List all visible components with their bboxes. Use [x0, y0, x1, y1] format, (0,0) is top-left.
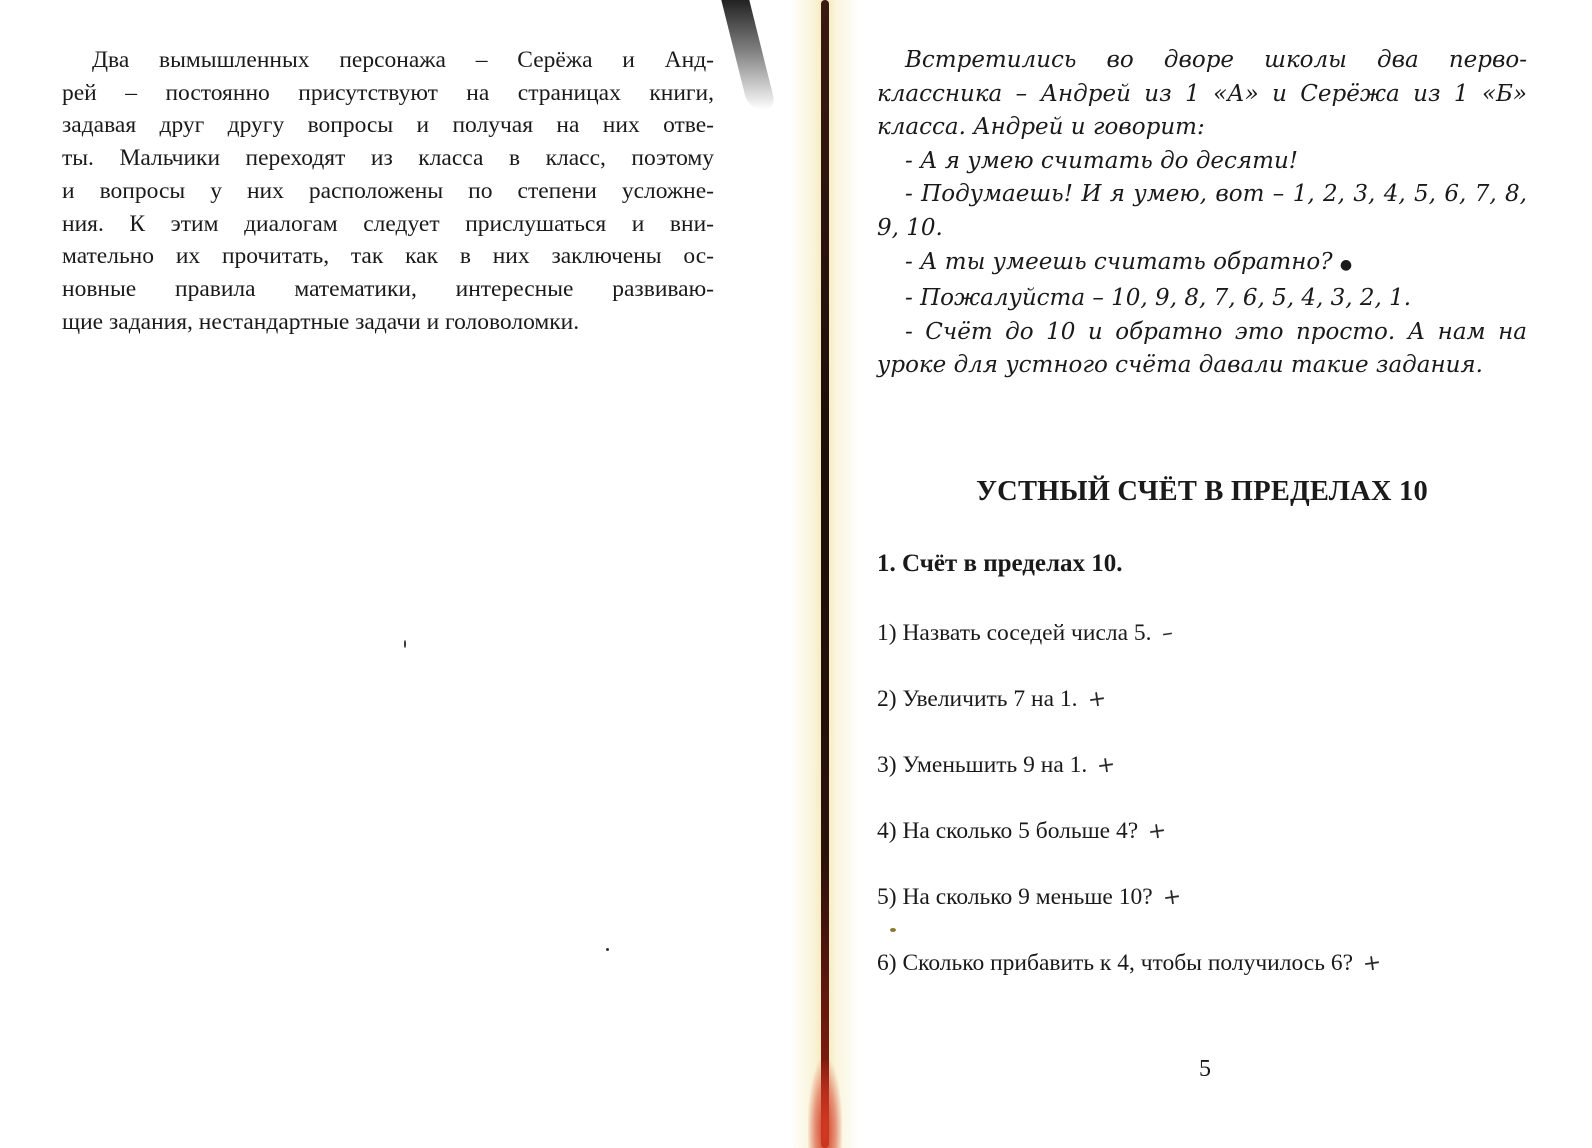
dialogue-block [877, 44, 1527, 383]
task-item [877, 946, 1527, 1012]
dialogue-line-text: - А ты умеешь считать обратно? [905, 248, 1333, 275]
subsection-title: 1. Счёт в пределах 10. [877, 550, 1123, 577]
spine-red-stain [808, 1060, 842, 1148]
left-page [62, 44, 714, 338]
task-text: 5) На сколько 9 меньше 10? [877, 884, 1153, 910]
pencil-mark-icon: + [1146, 817, 1169, 846]
dialogue-line [877, 246, 1527, 283]
task-item [877, 880, 1527, 946]
task-list [877, 616, 1527, 1012]
paragraph-line: задавая друг другу вопросы и получая на них отве- [62, 112, 714, 139]
page-number: 5 [1199, 1056, 1211, 1082]
paragraph-line: рей – постоянно присутствуют на страницах книги, [62, 79, 714, 106]
ink-blot [721, 0, 776, 110]
dialogue-line: - Пожалуйста – 10, 9, 8, 7, 6, 5, 4, 3, 2, 1. [905, 285, 1412, 312]
task-text: 1) Назвать соседей числа 5. [877, 620, 1152, 646]
task-text: 6) Сколько прибавить к 4, чтобы получилось 6? [877, 950, 1354, 976]
paragraph-line: новные правила математики, интересные развиваю- [62, 275, 714, 302]
task-item [877, 814, 1527, 880]
section-title: УСТНЫЙ СЧЁТ В ПРЕДЕЛАХ 10 [976, 476, 1428, 507]
dialogue-line: - А я умею считать до десяти! [905, 147, 1298, 174]
task-text: 4) На сколько 5 больше 4? [877, 818, 1139, 844]
dialogue-line: - Счёт до 10 и обратно это просто. А нам на уроке для устного счёта давали такие задания. [877, 318, 1527, 379]
paragraph-line: ния. К этим диалогам следует прислушаться и вни- [62, 210, 714, 237]
scan-speck [890, 928, 896, 932]
paragraph-line: Два вымышленных персонажа – Серёжа и Анд- [92, 47, 714, 73]
scan-speck [404, 640, 406, 648]
book-spine [821, 0, 829, 1148]
task-text: 2) Увеличить 7 на 1. [877, 686, 1078, 712]
task-item [877, 748, 1527, 814]
dialogue-line: - Подумаешь! И я умею, вот – 1, 2, 3, 4, 5, 6, 7, 8, 9, 10. [877, 181, 1527, 241]
pencil-mark-icon: + [1095, 751, 1118, 780]
pencil-mark-icon: + [1085, 685, 1108, 714]
intro-paragraph [62, 44, 714, 338]
pencil-mark-icon: + [1361, 949, 1384, 978]
dialogue-intro: Встретились во дворе школы два первоклассника – Андрей из 1 «А» и Серёжа из 1 «Б» класса. Андрей и говорит: [877, 47, 1527, 141]
pencil-dot-icon: ● [1339, 256, 1353, 273]
paragraph-line: и вопросы у них расположены по степени усложне- [62, 177, 714, 204]
paragraph-line: ты. Мальчики переходят из класса в класс, поэтому [62, 145, 714, 172]
scan-speck [606, 948, 609, 951]
task-item [877, 682, 1527, 748]
task-item [877, 616, 1527, 682]
pencil-mark-icon: + [1160, 883, 1183, 912]
task-text: 3) Уменьшить 9 на 1. [877, 752, 1088, 778]
paragraph-line: щие задания, нестандартные задачи и головоломки. [62, 308, 580, 335]
pencil-mark-icon: – [1159, 620, 1175, 647]
paragraph-line: мательно их прочитать, так как в них заключены ос- [62, 243, 714, 270]
book-gutter [790, 0, 860, 1148]
